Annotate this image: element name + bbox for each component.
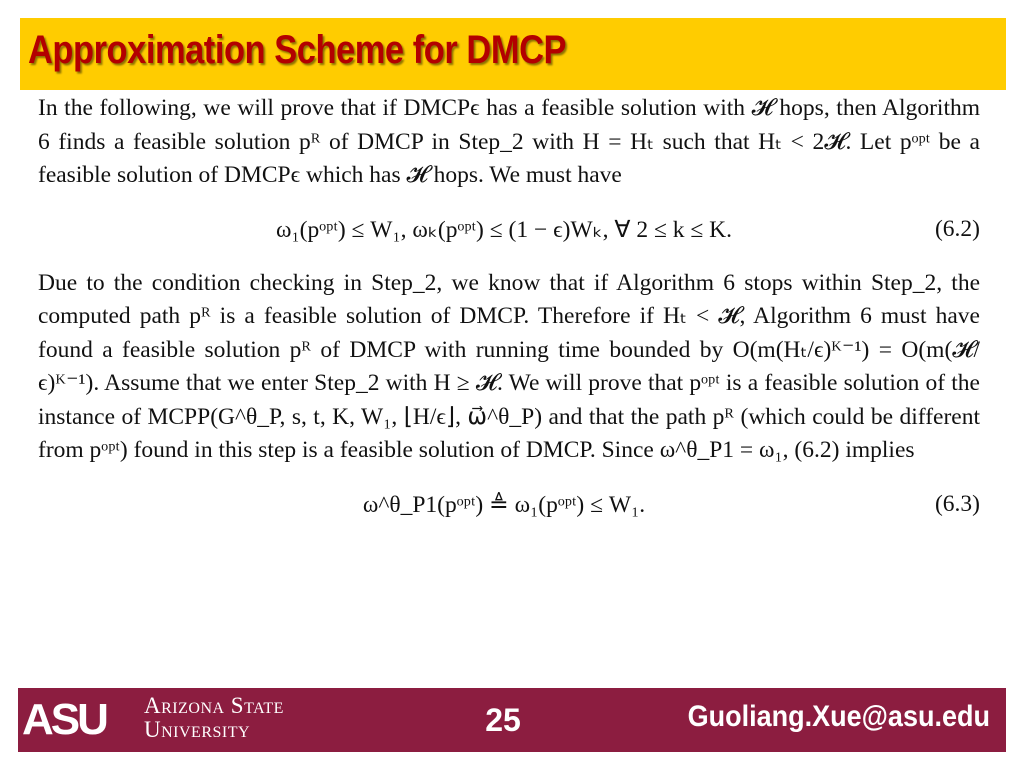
asu-logo-wordmark [144,694,284,742]
asu-logo-mark: ASU [22,696,134,744]
asu-logo-line-2: University [144,717,251,742]
equation-6-2 [38,193,980,267]
slide-title: Approximation Scheme for DMCP [28,28,566,72]
equation-6-2-body: ω₁(pᵒᵖᵗ) ≤ W₁, ωₖ(pᵒᵖᵗ) ≤ (1 − ϵ)Wₖ, ∀ 2 ≤ k ≤ K. [276,217,732,243]
equation-6-2-number: (6.2) [934,216,980,242]
paragraph-1: In the following, we will prove that if DMCPϵ has a feasible solution with 𝓗 hops, then Algorithm 6 finds a feasible solution pᴿ of DMCP in Step_2 with H = Hₜ such that Hₜ < 2𝓗. Let pᵒᵖᵗ be a feasible solution of DMCPϵ which has 𝓗 hops. We must have [38,95,980,188]
page-number-box [428,692,578,748]
paragraph-2: Due to the condition checking in Step_2, we know that if Algorithm 6 stops within Step_2, the computed path pᴿ is a feasible solution of DMCP. Therefore if Hₜ < 𝓗, Algorithm 6 must have found a feasible solution pᴿ of DMCP with running time bounded by O(m(Hₜ/ϵ)ᴷ⁻¹) = O(m(𝓗/ϵ)ᴷ⁻¹). Assume that we enter Step_2 with H ≥ 𝓗. We will prove that pᵒᵖᵗ is a feasible solution of the instance of MCPP(G^θ_P, s, t, K, W₁, ⌊H/ϵ⌋, ω⃗^θ_P) and that the path pᴿ (which could be different from pᵒᵖᵗ) found in this step is a feasible solution of DMCP. Since ω^θ_P1 = ω₁, (6.2) implies [38,269,980,463]
equation-6-3-body: ω^θ_P1(pᵒᵖᵗ) ≜ ω₁(pᵒᵖᵗ) ≤ W₁. [362,492,646,518]
footer-bar [18,688,1006,752]
asu-logo-line-1: Arizona State [144,693,284,718]
equation-6-3-number: (6.3) [934,491,980,517]
author-email: Guoliang.Xue@asu.edu [687,700,990,733]
equation-6-3 [38,468,980,542]
slide-content [38,92,980,677]
title-bar [20,18,1006,90]
asu-logo [20,692,350,748]
page-number: 25 [485,701,521,738]
